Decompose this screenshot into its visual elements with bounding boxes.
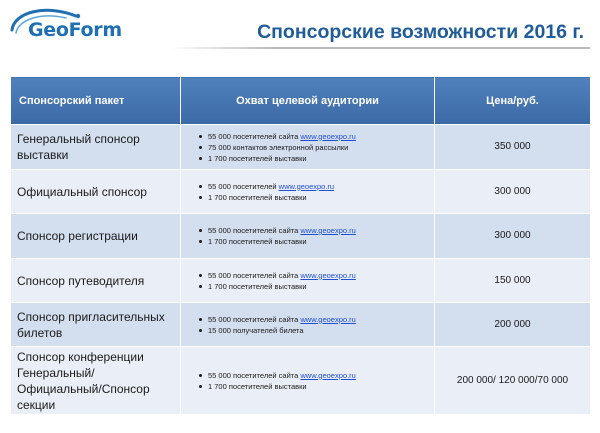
- audience-text: 1 700 посетителей выставки: [208, 237, 307, 246]
- table-row: [11, 125, 591, 170]
- audience-reach: [181, 214, 435, 259]
- table-row: [11, 214, 591, 259]
- audience-reach: [181, 303, 435, 347]
- audience-text: 55 000 посетителей сайта: [208, 226, 299, 235]
- table-row: [11, 347, 591, 415]
- price: 200 000: [435, 303, 591, 347]
- package-name: Спонсор пригласительных билетов: [11, 303, 181, 347]
- audience-reach: [181, 259, 435, 303]
- price: 200 000/ 120 000/70 000: [435, 347, 591, 415]
- audience-text: 15 000 получателей билета: [208, 325, 304, 335]
- table-row: [11, 303, 591, 347]
- audience-list: [199, 181, 434, 203]
- header-package: Спонсорский пакет: [11, 77, 181, 125]
- sponsorship-table: [10, 76, 590, 415]
- audience-list: [199, 225, 434, 247]
- audience-text: 55 000 посетителей сайта: [208, 370, 299, 380]
- list-item: [199, 314, 434, 325]
- audience-list: [199, 314, 434, 336]
- price: 300 000: [435, 170, 591, 214]
- logo-text: GeoForm: [28, 19, 122, 41]
- header-price: Цена/руб.: [435, 77, 591, 125]
- list-item: [199, 270, 434, 281]
- audience-text: 55 000 посетителей сайта: [208, 131, 299, 141]
- audience-text: 1 700 посетителей выставки: [208, 192, 307, 202]
- audience-text: 55 000 посетителей сайта: [208, 270, 299, 280]
- list-item: [199, 131, 434, 142]
- website-link[interactable]: www.geoexpo.ru: [278, 181, 335, 191]
- audience-text: 1 700 посетителей выставки: [208, 381, 307, 391]
- audience-list: [199, 270, 434, 292]
- website-link[interactable]: www.geoexpo.ru: [300, 226, 356, 235]
- list-item: [199, 381, 434, 392]
- list-item: [199, 370, 434, 381]
- list-item: [199, 236, 434, 247]
- audience-list: [199, 131, 434, 164]
- price: 350 000: [435, 125, 591, 170]
- audience-text: 1 700 посетителей выставки: [208, 281, 307, 291]
- slide-title: Спонсорские возможности 2016 г.: [257, 21, 584, 43]
- audience-text: 75 000 контактов электронной рассылки: [208, 142, 349, 152]
- price: 300 000: [435, 214, 591, 259]
- audience-reach: [181, 125, 435, 170]
- list-item: [199, 325, 434, 336]
- header-audience: Охват целевой аудитории: [181, 77, 435, 125]
- website-link[interactable]: www.geoexpo.ru: [300, 131, 356, 141]
- audience-reach: [181, 170, 435, 214]
- list-item: [199, 225, 434, 236]
- list-item: [199, 142, 434, 153]
- price: 150 000: [435, 259, 591, 303]
- package-name: Генеральный спонсор выставки: [11, 125, 181, 170]
- table-row: [11, 259, 591, 303]
- audience-text: 55 000 посетителей: [208, 181, 277, 191]
- package-name: Спонсор регистрации: [11, 214, 181, 259]
- website-link[interactable]: www.geoexpo.ru: [300, 370, 356, 380]
- audience-text: 55 000 посетителей сайта: [208, 314, 299, 324]
- audience-list: [199, 370, 434, 392]
- package-name: Спонсор путеводителя: [11, 259, 181, 303]
- list-item: [199, 192, 434, 203]
- title-divider: [170, 47, 590, 49]
- list-item: [199, 153, 434, 164]
- website-link[interactable]: www.geoexpo.ru: [300, 314, 356, 324]
- audience-reach: [181, 347, 435, 415]
- list-item: [199, 181, 434, 192]
- table-row: [11, 170, 591, 214]
- audience-text: 1 700 посетителей выставки: [208, 153, 307, 163]
- table-header-row: [11, 77, 591, 125]
- package-name: Официальный спонсор: [11, 170, 181, 214]
- list-item: [199, 281, 434, 292]
- geoform-logo: [6, 6, 122, 41]
- website-link[interactable]: www.geoexpo.ru: [300, 270, 356, 280]
- package-name: Спонсор конференции Генеральный/ Официальный/Спонсор секции: [11, 347, 181, 415]
